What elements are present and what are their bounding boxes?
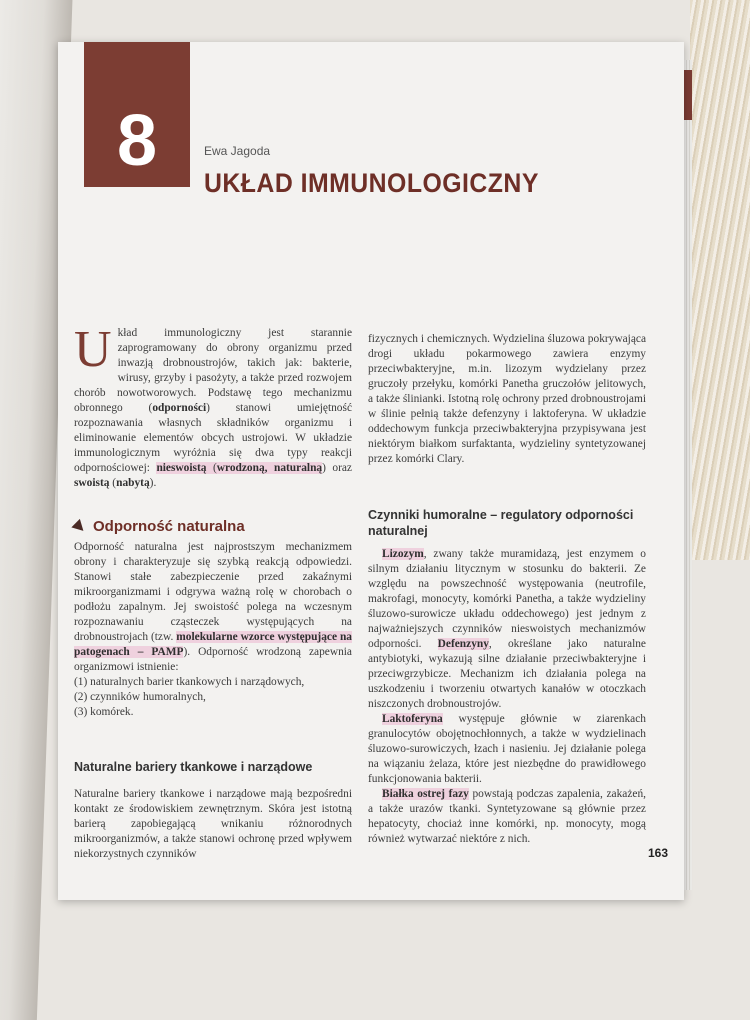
lizozym-bold: Lizozym <box>382 548 424 560</box>
book-page <box>58 42 684 900</box>
defenzyny-text: , określane jako naturalne antybiotyki, wykazują silne działanie przeciwbakteryjne i przeciwgrzybicze. Mechanizm ich działania polega na uszkodzeniu i tworzeniu otwartych kanałów w otoczkach niszczonych drobnoustrojów. <box>368 638 646 710</box>
intro-bold: nieswoistą <box>156 462 207 474</box>
bialka-text: powstają podczas zapalenia, zakażeń, a także urazów tkanki. Syntetyzowane są głównie przez hepatocyty, chociaż inne komórki, np. monocyty, mogą również wytwarzać niektóre z nich. <box>368 788 646 845</box>
chapter-number-box <box>84 42 190 187</box>
defenzyny-bold: Defenzyny <box>437 638 489 650</box>
section-heading-natural <box>74 519 352 534</box>
natural-paragraph <box>74 540 352 675</box>
lizozym-paragraph <box>368 547 646 712</box>
laktoferyna-bold: Laktoferyna <box>382 713 443 725</box>
barriers-paragraph: Naturalne bariery tkankowe i narządowe mają bezpośredni kontakt ze środowiskiem zewnętrznym. Skóra jest istotną barierą zapobiegającą wnikaniu różnorodnych mikroorganizmów, a także stanowi ochronę przed wpływem niekorzystnych czynników <box>74 788 352 860</box>
drop-cap: U <box>74 321 112 378</box>
natural-text: Odporność naturalna jest najprostszym mechanizmem obrony i charakteryzuje się szybką reakcją odpowiedzi. Stanowi stałe zabezpieczenie przed zakaźnymi mikroorganizmami i odgrywa ważną rolę w chorobach o podłożu zapalnym. Jej swoistość polega na wczesnym rozpoznawaniu cząsteczek występujących na drobnoustrojach (tzw. <box>74 541 352 643</box>
section-heading-text: Odporność naturalna <box>93 518 245 535</box>
list-item: (1) naturalnych barier tkankowych i narządowych, <box>74 676 305 688</box>
intro-text: ). <box>149 477 157 489</box>
intro-text: ( <box>206 462 217 474</box>
right-top-paragraph: fizycznych i chemicznych. Wydzielina śluzowa pokrywająca drogi układu pokarmowego zawiera enzymy przeciwbakteryjne, m.in. lizozym wydzielany przez gruczoły przełyku, komórki Panetha gruczołów jelitowych, a także ślinianki. Istotną rolę ochrony przed drobnoustrojami w ślinie pełnią także defenzyny i laktoferyna. W układzie oddechowym funkcja przeciwbakteryjna przypisywana jest niektórym białkom surfaktanta, wydzieliny syntetyzowanej przez komórki Clary. <box>368 333 646 465</box>
chapter-number: 8 <box>116 101 158 181</box>
laktoferyna-paragraph <box>368 712 646 787</box>
natural-bold: molekularne wzorce występujące na patogenach – PAMP <box>74 631 352 658</box>
list-item: (3) komórek. <box>74 706 134 718</box>
intro-bold: swoistą <box>74 477 110 489</box>
bialka-bold: Białka ostrej fazy <box>382 788 469 800</box>
triangle-bullet-icon <box>71 518 87 534</box>
lizozym-text: , zwany także muramidazą, jest enzymem o silnym działaniu litycznym w stosunku do bakterii. Ze względu na powszechność występowania (neutrofile, makrofagi, monocyty, komórki Panetha, a także wydzieliny śluzowo-surowicze układu oddechowego) jest jednym z najważniejszych czynników nieswoistych mechanizmów odporności. <box>368 548 646 650</box>
intro-text: ) oraz <box>322 462 352 474</box>
right-column <box>368 332 646 847</box>
chapter-author: Ewa Jagoda <box>204 144 271 158</box>
laktoferyna-text: występuje głównie w ziarenkach granulocytów obojętnochłonnych, a także w wydzielinach śluzowo-surowiczych, łzach i nasieniu. Jej działanie polega na wiązaniu żelaza, które jest niezbędne do prawidłowego funkcjonowania bakterii. <box>368 713 646 785</box>
intro-bold: nabytą <box>116 477 150 489</box>
intro-text: ( <box>109 477 117 489</box>
fabric-fringe <box>690 0 750 560</box>
natural-text: ). Odporność wrodzoną zapewnia organizmowi istnienie: <box>74 646 352 673</box>
subheading-barriers: Naturalne bariery tkankowe i narządowe <box>74 760 313 774</box>
bialka-paragraph <box>368 787 646 847</box>
left-column <box>74 321 352 862</box>
intro-text: kład immunologiczny jest starannie zaprogramowany do obrony organizmu przed inwazją drobnoustrojów, takich jak: bakterie, wirusy, grzyby i pasożyty, a także przed rozwojem chorób nowotworowych. Podstawę tego mechanizmu obronnego ( <box>74 327 352 414</box>
intro-bold: odporności <box>152 402 207 414</box>
page-number: 163 <box>647 846 668 860</box>
intro-bold: wrodzoną, naturalną <box>216 462 323 474</box>
intro-paragraph <box>74 321 352 491</box>
list-item: (2) czynników humoralnych, <box>74 691 206 703</box>
subheading-humoral: Czynniki humoralne – regulatory odporności naturalnej <box>368 508 634 538</box>
chapter-title: UKŁAD IMMUNOLOGICZNY <box>204 168 539 198</box>
intro-text: ) stanowi umiejętność rozpoznawania własnych składników organizmu i eliminowanie elementów obcych ustrojowi. W układzie immunologicznym wyróżnia się dwa typy reakcji odpornościowej: <box>74 402 352 474</box>
